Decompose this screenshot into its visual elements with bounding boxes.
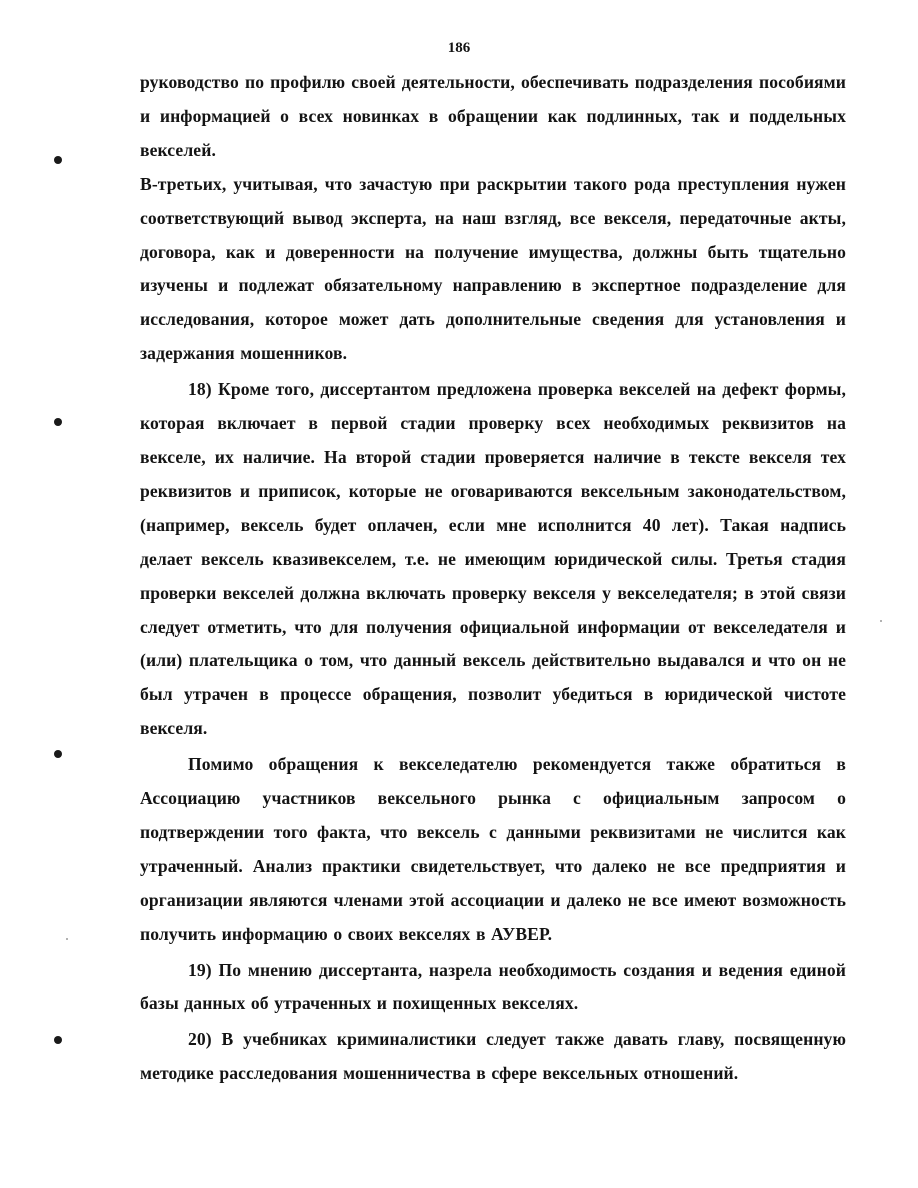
binder-hole-mark	[54, 750, 62, 758]
paragraph-third-point: В-третьих, учитывая, что зачастую при раскрытии такого рода преступления нужен соответствующий вывод эксперта, на наш взгляд, все векселя, передаточные акты, договора, как и доверенности на получение имущества, должны быть тщательно изучены и подлежат обязательному направлению в экспертное подразделение для исследования, которое может дать дополнительные сведения для установления и задержания мошенников.	[140, 173, 846, 364]
paragraph-item-20: 20) В учебниках криминалистики следует также давать главу, посвященную методике расследования мошенничества в сфере вексельных отношений.	[140, 1029, 846, 1084]
binder-hole-mark	[54, 418, 62, 426]
paragraph-item-19: 19) По мнению диссертанта, назрела необходимость создания и ведения единой базы данных об утраченных и похищенных векселях.	[140, 959, 846, 1014]
binder-hole-mark	[54, 1036, 62, 1044]
body-text	[140, 66, 846, 1091]
paragraph-item-18: 18) Кроме того, диссертантом предложена проверка векселей на дефект формы, которая включает в первой стадии проверку всех необходимых реквизитов на векселе, их наличие. На второй стадии проверяется наличие в тексте векселя тех реквизитов и приписок, которые не оговариваются вексельным законодательством, (например, вексель будет оплачен, если мне исполнится 40 лет). Такая надпись делает вексель квазивекселем, т.е. не имеющим юридической силы. Третья стадия проверки векселей должна включать проверку векселя у векселедателя; в этой связи следует отметить, что для получения официальной информации от векселедателя и (или) плательщика о том, что данный вексель действительно выдавался и что он не был утрачен в процессе обращения, позволит убедиться в юридической чистоте векселя.	[140, 379, 846, 739]
paragraph-association: Помимо обращения к векселедателю рекомендуется также обратиться в Ассоциацию участников вексельного рынка с официальным запросом о подтверждении того факта, что вексель с данными реквизитами не числится как утраченный. Анализ практики свидетельствует, что далеко не все предприятия и организации являются членами этой ассоциации и далеко не все имеют возможность получить информацию о своих векселях в АУВЕР.	[140, 754, 846, 944]
scan-speck	[880, 620, 882, 622]
scan-speck	[66, 938, 68, 940]
page-number: 186	[447, 40, 471, 56]
binder-hole-mark	[54, 156, 62, 164]
paragraph-continued: руководство по профилю своей деятельности, обеспечивать подразделения пособиями и информацией о всех новинках в обращении как подлинных, так и поддельных векселей.	[140, 72, 846, 160]
